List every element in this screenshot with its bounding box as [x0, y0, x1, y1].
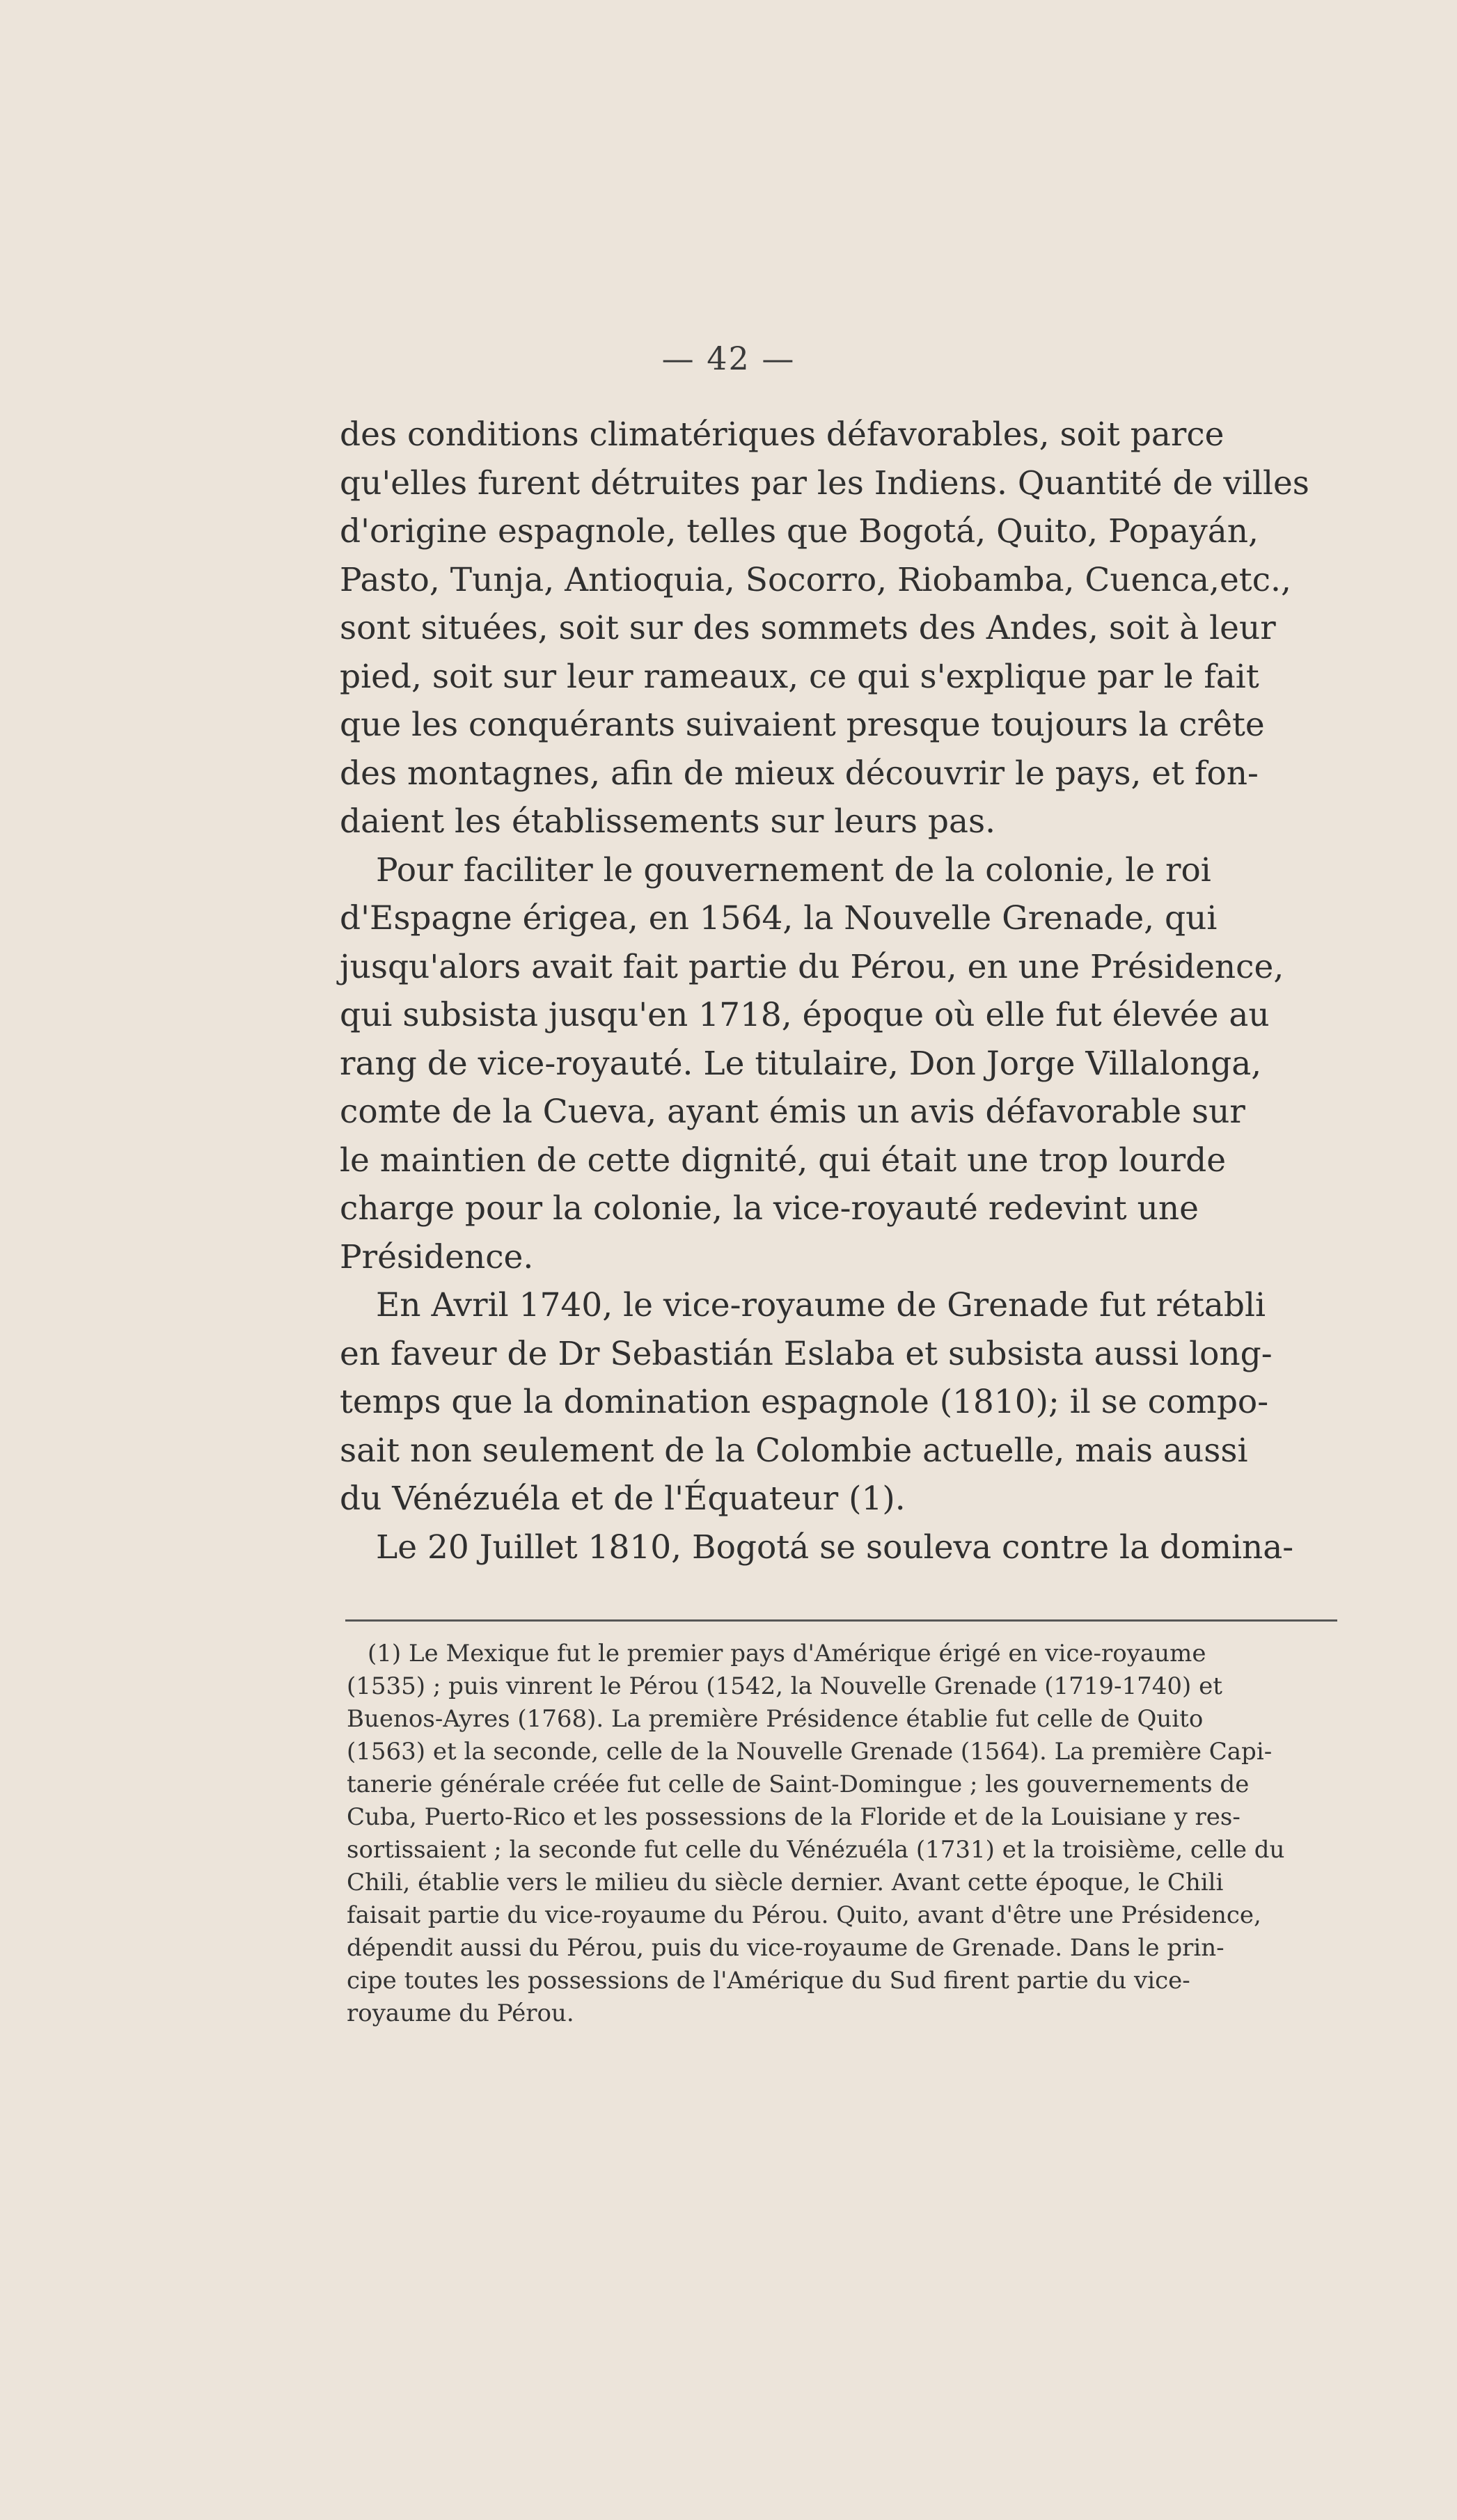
text-line: que les conquérants suivaient presque toujours la crête — [340, 706, 1265, 744]
text-line: charge pour la colonie, la vice-royauté redevint une — [340, 1189, 1199, 1228]
text-line: Le 20 Juillet 1810, Bogotá se souleva contre la domina- — [376, 1528, 1294, 1567]
text-line: sont situées, soit sur des sommets des Andes, soit à leur — [340, 609, 1276, 647]
footnote-line: faisait partie du vice-royaume du Pérou. Quito, avant d'être une Présidence, — [347, 1901, 1261, 1929]
text-line: du Vénézuéla et de l'Équateur (1). — [340, 1480, 906, 1518]
footnote-line: cipe toutes les possessions de l'Amérique du Sud firent partie du vice- — [347, 1967, 1190, 1995]
main-text — [340, 411, 1348, 1571]
footnote-line: tanerie générale créée fut celle de Saint-Domingue ; les gouvernements de — [347, 1770, 1250, 1798]
text-line: Pasto, Tunja, Antioquia, Socorro, Riobamba, Cuenca,etc., — [340, 560, 1291, 599]
text-line: jusqu'alors avait fait partie du Pérou, en une Présidence, — [340, 947, 1284, 986]
page-number: — 42 — — [661, 340, 796, 377]
text-line: sait non seulement de la Colombie actuelle, mais aussi — [340, 1431, 1248, 1470]
footnote-separator — [345, 1619, 1337, 1622]
text-line: en faveur de Dr Sebastián Eslaba et subsista aussi long- — [340, 1334, 1273, 1373]
text-line: pied, soit sur leur rameaux, ce qui s'explique par le fait — [340, 657, 1259, 696]
text-line: des montagnes, afin de mieux découvrir le pays, et fon- — [340, 754, 1259, 793]
footnote-line: Chili, établie vers le milieu du siècle dernier. Avant cette époque, le Chili — [347, 1869, 1224, 1896]
footnote-line: Buenos-Ayres (1768). La première Présidence établie fut celle de Quito — [347, 1705, 1204, 1733]
footnote-line: (1563) et la seconde, celle de la Nouvelle Grenade (1564). La première Capi- — [347, 1738, 1273, 1766]
footnote-line: Cuba, Puerto-Rico et les possessions de la Floride et de la Louisiane y res- — [347, 1803, 1241, 1831]
footnote-line: royaume du Pérou. — [347, 1999, 574, 2027]
text-line: daient les établissements sur leurs pas. — [340, 802, 996, 841]
footnote-line: sortissaient ; la seconde fut celle du Vénézuéla (1731) et la troisième, celle du — [347, 1836, 1285, 1864]
text-line: rang de vice-royauté. Le titulaire, Don Jorge Villalonga, — [340, 1044, 1262, 1083]
text-line: qu'elles furent détruites par les Indiens. Quantité de villes — [340, 463, 1309, 502]
text-line: d'Espagne érigea, en 1564, la Nouvelle Grenade, qui — [340, 899, 1218, 937]
text-line: le maintien de cette dignité, qui était une trop lourde — [340, 1141, 1227, 1180]
text-line: qui subsista jusqu'en 1718, époque où elle fut élevée au — [340, 996, 1270, 1034]
text-line: En Avril 1740, le vice-royaume de Grenade fut rétabli — [376, 1286, 1266, 1324]
text-line: temps que la domination espagnole (1810); il se compo- — [340, 1383, 1269, 1421]
footnote — [347, 1638, 1349, 2030]
text-line: Présidence. — [340, 1237, 534, 1276]
footnote-line: dépendit aussi du Pérou, puis du vice-royaume de Grenade. Dans le prin- — [347, 1934, 1224, 1962]
footnote-line: (1535) ; puis vinrent le Pérou (1542, la Nouvelle Grenade (1719-1740) et — [347, 1672, 1222, 1700]
text-line: d'origine espagnole, telles que Bogotá, Quito, Popayán, — [340, 512, 1259, 550]
text-line: comte de la Cueva, ayant émis un avis défavorable sur — [340, 1093, 1245, 1131]
footnote-line: (1) Le Mexique fut le premier pays d'Amérique érigé en vice-royaume — [368, 1640, 1206, 1667]
text-line: Pour faciliter le gouvernement de la colonie, le roi — [376, 850, 1211, 889]
text-line: des conditions climatériques défavorables, soit parce — [340, 415, 1224, 454]
